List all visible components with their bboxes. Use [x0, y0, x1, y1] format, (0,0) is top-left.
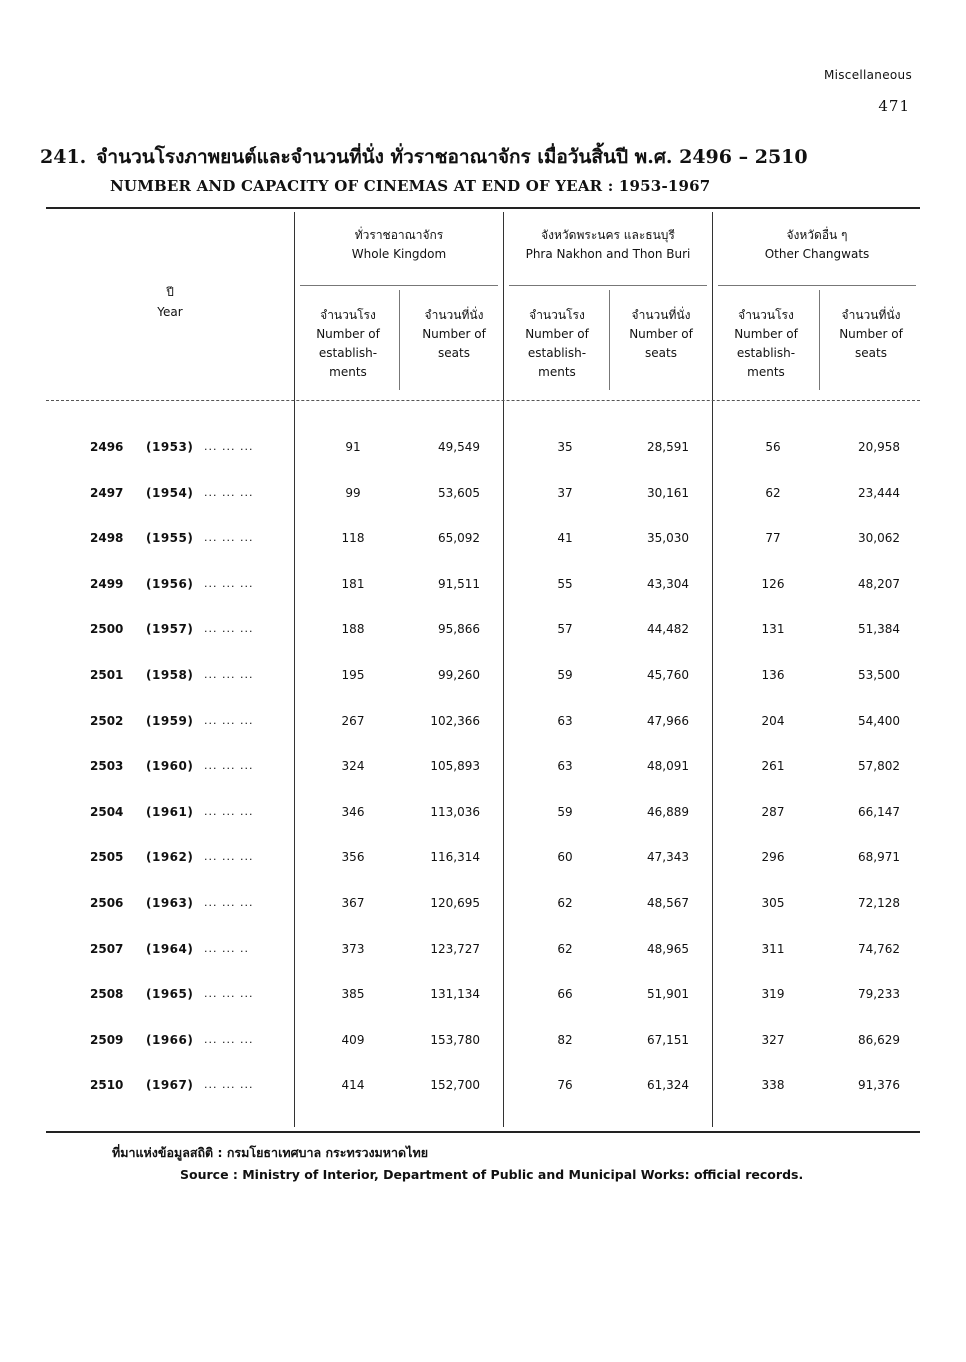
table-row: [0, 896, 966, 916]
subheader-line: seats: [855, 346, 887, 360]
year-christian: (1967): [146, 1078, 194, 1093]
year-buddhist: 2500: [90, 622, 124, 637]
leader-dots: ... ... ...: [204, 1032, 254, 1046]
whole-kingdom-seats: 65,092: [438, 531, 480, 546]
subheader-thai: จำนวนที่นั่ง: [841, 308, 901, 322]
whole-kingdom-seats: 153,780: [430, 1032, 480, 1047]
other-changwats-seats: 66,147: [858, 804, 900, 819]
other-changwats-establishments: 56: [765, 440, 781, 454]
other-changwats-establishments: 126: [761, 576, 785, 591]
phra-nakhon-establishments: 37: [557, 485, 573, 500]
other-changwats-seats: 79,233: [858, 987, 900, 1002]
year-christian: (1953): [146, 440, 194, 454]
subheader-line: Number of: [629, 327, 693, 341]
subheader-line: Number of: [525, 327, 589, 341]
table-row: [0, 486, 966, 506]
whole-kingdom-establishments: 91: [345, 440, 361, 454]
whole-kingdom-seats: 152,700: [430, 1078, 480, 1093]
group-header-english: Phra Nakhon and Thon Buri: [525, 247, 691, 261]
subheader-line: establish-: [736, 346, 796, 360]
year-christian: (1961): [146, 804, 194, 819]
phra-nakhon-establishments: 55: [557, 576, 573, 591]
other-changwats-establishments: 77: [765, 531, 781, 546]
subheader-establishments: [298, 306, 398, 382]
subheader-thai: จำนวนโรง: [529, 308, 585, 322]
group-header-thai: จังหวัดพระนคร และธนบุรี: [541, 228, 675, 242]
phra-nakhon-seats: 30,161: [647, 485, 689, 500]
whole-kingdom-seats: 123,727: [430, 941, 480, 956]
subheader-line: ments: [747, 365, 785, 379]
leader-dots: ... ... ...: [204, 987, 254, 1001]
whole-kingdom-establishments: 118: [341, 531, 365, 546]
phra-nakhon-seats: 61,324: [647, 1078, 689, 1093]
phra-nakhon-establishments: 62: [557, 941, 573, 956]
table-row: [0, 942, 966, 962]
phra-nakhon-seats: 67,151: [647, 1032, 689, 1047]
year-christian: (1958): [146, 668, 194, 682]
subcolumn-divider: [819, 290, 820, 390]
leader-dots: ... ... ...: [204, 622, 254, 636]
table-row: [0, 577, 966, 597]
phra-nakhon-seats: 45,760: [647, 668, 689, 682]
other-changwats-establishments: 296: [761, 850, 785, 865]
table-row: [0, 987, 966, 1007]
other-changwats-establishments: 136: [761, 668, 785, 682]
whole-kingdom-establishments: 409: [341, 1032, 365, 1047]
whole-kingdom-establishments: 188: [341, 622, 365, 637]
phra-nakhon-establishments: 66: [557, 987, 573, 1002]
table-row: [0, 1078, 966, 1098]
subheader-thai: จำนวนโรง: [320, 308, 376, 322]
group-header-english: Other Changwats: [764, 247, 870, 261]
phra-nakhon-seats: 47,343: [647, 850, 689, 865]
year-buddhist: 2502: [90, 713, 124, 728]
section-label: Miscellaneous: [823, 68, 912, 82]
phra-nakhon-seats: 35,030: [647, 531, 689, 546]
year-header-english: Year: [157, 305, 183, 319]
group-underline: [509, 285, 707, 286]
subheader-establishments: [716, 306, 816, 382]
year-buddhist: 2499: [90, 576, 124, 591]
whole-kingdom-establishments: 356: [341, 850, 365, 865]
year-christian: (1963): [146, 896, 194, 910]
subheader-line: Number of: [734, 327, 798, 341]
leader-dots: ... ... ...: [204, 668, 254, 681]
source-english: Source : Ministry of Interior, Department of Public and Municipal Works: official records.: [180, 1167, 804, 1182]
group-underline: [718, 285, 916, 286]
table-row: [0, 850, 966, 870]
subheader-line: seats: [645, 346, 677, 360]
table-row: [0, 531, 966, 551]
whole-kingdom-establishments: 99: [345, 485, 361, 500]
year-buddhist: 2501: [90, 668, 124, 682]
table-number: 241.: [40, 146, 87, 168]
group-header-english: Whole Kingdom: [351, 247, 447, 261]
phra-nakhon-seats: 43,304: [647, 576, 689, 591]
subheader-line: Number of: [422, 327, 486, 341]
other-changwats-establishments: 311: [761, 941, 785, 956]
year-buddhist: 2498: [90, 531, 124, 546]
leader-dots: ... ... ...: [204, 1078, 254, 1092]
leader-dots: ... ... ...: [204, 850, 254, 864]
group-header-whole-kingdom: [296, 226, 502, 264]
phra-nakhon-establishments: 63: [557, 759, 573, 774]
year-buddhist: 2508: [90, 987, 124, 1002]
table-row: [0, 759, 966, 779]
subheader-seats: [402, 306, 506, 363]
subheader-thai: จำนวนที่นั่ง: [424, 308, 484, 322]
whole-kingdom-seats: 53,605: [438, 485, 480, 500]
year-buddhist: 2496: [90, 440, 124, 454]
phra-nakhon-establishments: 59: [557, 804, 573, 819]
subheader-seats: [611, 306, 711, 363]
table-row: [0, 622, 966, 642]
other-changwats-seats: 57,802: [858, 759, 900, 774]
other-changwats-seats: 72,128: [858, 896, 900, 910]
year-christian: (1959): [146, 713, 194, 728]
group-underline: [300, 285, 498, 286]
phra-nakhon-establishments: 35: [557, 440, 573, 454]
group-header-thai: จังหวัดอื่น ๆ: [786, 228, 848, 242]
whole-kingdom-establishments: 324: [341, 759, 365, 774]
other-changwats-seats: 74,762: [858, 941, 900, 956]
leader-dots: ... ... ...: [204, 759, 254, 773]
whole-kingdom-seats: 131,134: [430, 987, 480, 1002]
whole-kingdom-establishments: 195: [341, 668, 365, 682]
table-title-english: NUMBER AND CAPACITY OF CINEMAS AT END OF YEAR : 1953-1967: [110, 177, 711, 195]
phra-nakhon-seats: 44,482: [647, 622, 689, 637]
table-top-rule: [46, 207, 920, 209]
phra-nakhon-establishments: 62: [557, 896, 573, 910]
table-row: [0, 440, 966, 460]
phra-nakhon-establishments: 76: [557, 1078, 573, 1093]
subheader-line: ments: [329, 365, 367, 379]
other-changwats-seats: 23,444: [858, 485, 900, 500]
page-number: 471: [878, 97, 910, 115]
leader-dots: ... ... ..: [204, 941, 249, 955]
whole-kingdom-establishments: 267: [341, 713, 365, 728]
year-christian: (1957): [146, 622, 194, 637]
phra-nakhon-seats: 46,889: [647, 804, 689, 819]
year-christian: (1962): [146, 850, 194, 865]
phra-nakhon-seats: 47,966: [647, 713, 689, 728]
year-christian: (1960): [146, 759, 194, 774]
other-changwats-seats: 86,629: [858, 1032, 900, 1047]
subheader-thai: จำนวนโรง: [738, 308, 794, 322]
other-changwats-seats: 54,400: [858, 713, 900, 728]
subheader-line: establish-: [527, 346, 587, 360]
other-changwats-seats: 20,958: [858, 440, 900, 454]
year-christian: (1965): [146, 987, 194, 1002]
year-buddhist: 2507: [90, 941, 124, 956]
year-buddhist: 2497: [90, 485, 124, 500]
other-changwats-establishments: 287: [761, 804, 785, 819]
whole-kingdom-seats: 95,866: [438, 622, 480, 637]
subheader-line: ments: [538, 365, 576, 379]
table-title-thai: [40, 142, 808, 172]
phra-nakhon-establishments: 82: [557, 1032, 573, 1047]
whole-kingdom-seats: 105,893: [430, 759, 480, 774]
whole-kingdom-establishments: 373: [341, 941, 365, 956]
table-row: [0, 1033, 966, 1053]
subcolumn-divider: [399, 290, 400, 390]
other-changwats-seats: 48,207: [858, 576, 900, 591]
phra-nakhon-seats: 48,965: [647, 941, 689, 956]
group-header-other-changwats: [714, 226, 920, 264]
year-column-header: [140, 282, 200, 322]
subheader-line: seats: [438, 346, 470, 360]
other-changwats-seats: 91,376: [858, 1078, 900, 1093]
whole-kingdom-seats: 91,511: [438, 576, 480, 591]
whole-kingdom-seats: 120,695: [430, 896, 480, 910]
phra-nakhon-establishments: 41: [557, 531, 573, 546]
whole-kingdom-establishments: 367: [341, 896, 365, 910]
other-changwats-establishments: 319: [761, 987, 785, 1002]
whole-kingdom-seats: 116,314: [430, 850, 480, 865]
other-changwats-establishments: 338: [761, 1078, 785, 1093]
whole-kingdom-establishments: 181: [341, 576, 365, 591]
year-buddhist: 2510: [90, 1078, 124, 1093]
other-changwats-seats: 51,384: [858, 622, 900, 637]
year-buddhist: 2509: [90, 1032, 124, 1047]
other-changwats-establishments: 327: [761, 1032, 785, 1047]
phra-nakhon-establishments: 59: [557, 668, 573, 682]
year-buddhist: 2506: [90, 896, 124, 910]
other-changwats-seats: 53,500: [858, 668, 900, 682]
leader-dots: ... ... ...: [204, 485, 254, 499]
subheader-thai: จำนวนที่นั่ง: [631, 308, 691, 322]
whole-kingdom-seats: 99,260: [438, 668, 480, 682]
phra-nakhon-seats: 48,567: [647, 896, 689, 910]
other-changwats-establishments: 261: [761, 759, 785, 774]
phra-nakhon-establishments: 57: [557, 622, 573, 637]
leader-dots: ... ... ...: [204, 896, 254, 909]
other-changwats-establishments: 131: [761, 622, 785, 637]
year-christian: (1956): [146, 576, 194, 591]
source-thai: ที่มาแห่งข้อมูลสถิติ : กรมโยธาเทศบาล กระทรวงมหาดไทย: [112, 1145, 429, 1160]
year-christian: (1966): [146, 1032, 194, 1047]
leader-dots: ... ... ...: [204, 713, 254, 727]
phra-nakhon-seats: 28,591: [647, 440, 689, 454]
whole-kingdom-seats: 113,036: [430, 804, 480, 819]
year-christian: (1964): [146, 941, 194, 956]
phra-nakhon-establishments: 60: [557, 850, 573, 865]
leader-dots: ... ... ...: [204, 440, 254, 453]
leader-dots: ... ... ...: [204, 531, 254, 545]
subheader-line: Number of: [839, 327, 903, 341]
year-buddhist: 2503: [90, 759, 124, 774]
year-christian: (1955): [146, 531, 194, 546]
other-changwats-seats: 30,062: [858, 531, 900, 546]
subheader-line: Number of: [316, 327, 380, 341]
subheader-seats: [821, 306, 921, 363]
year-christian: (1954): [146, 485, 194, 500]
table-bottom-rule: [46, 1131, 920, 1133]
year-buddhist: 2504: [90, 804, 124, 819]
year-header-thai: ปี: [166, 285, 174, 299]
group-header-thai: ทั่วราชอาณาจักร: [354, 228, 444, 242]
other-changwats-establishments: 204: [761, 713, 785, 728]
whole-kingdom-establishments: 385: [341, 987, 365, 1002]
table-row: [0, 668, 966, 688]
subcolumn-divider: [609, 290, 610, 390]
leader-dots: ... ... ...: [204, 804, 254, 818]
year-buddhist: 2505: [90, 850, 124, 865]
title-thai-text: จำนวนโรงภาพยนต์และจำนวนที่นั่ง ทั่วราชอาณาจักร เมื่อวันสิ้นปี พ.ศ. 2496 – 2510: [96, 146, 808, 168]
header-bottom-rule: [46, 400, 920, 401]
subheader-establishments: [507, 306, 607, 382]
table-row: [0, 805, 966, 825]
group-header-phra-nakhon: [505, 226, 711, 264]
subheader-line: establish-: [318, 346, 378, 360]
table-row: [0, 714, 966, 734]
other-changwats-establishments: 62: [765, 485, 781, 500]
whole-kingdom-seats: 49,549: [438, 440, 480, 454]
whole-kingdom-establishments: 414: [341, 1078, 365, 1093]
whole-kingdom-establishments: 346: [341, 804, 365, 819]
other-changwats-establishments: 305: [761, 896, 785, 910]
leader-dots: ... ... ...: [204, 576, 254, 590]
phra-nakhon-establishments: 63: [557, 713, 573, 728]
whole-kingdom-seats: 102,366: [430, 713, 480, 728]
phra-nakhon-seats: 48,091: [647, 759, 689, 774]
phra-nakhon-seats: 51,901: [647, 987, 689, 1002]
other-changwats-seats: 68,971: [858, 850, 900, 865]
